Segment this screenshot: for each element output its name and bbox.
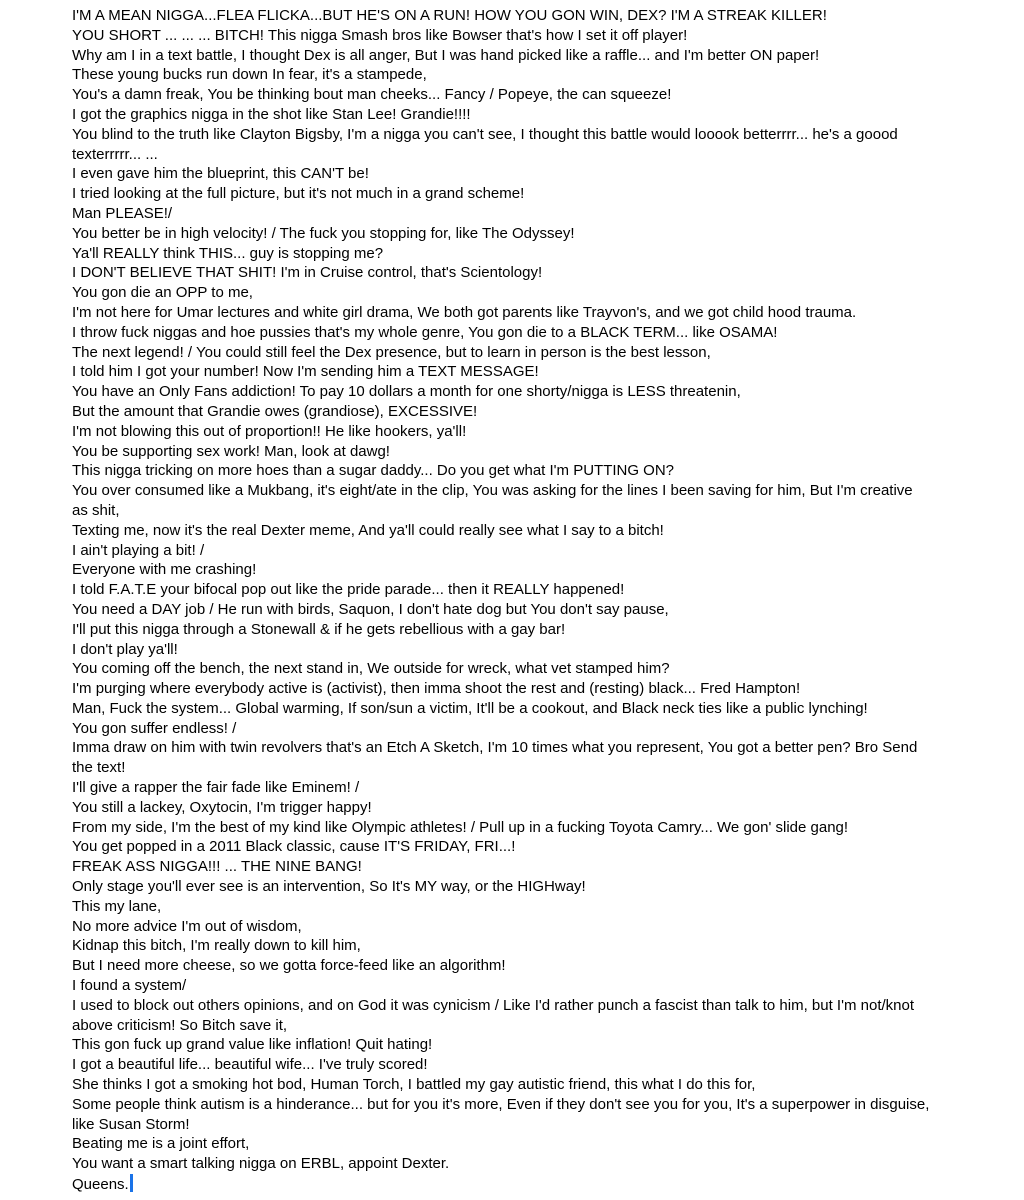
text-line: Texting me, now it's the real Dexter meme, And ya'll could really see what I say to a bitch! <box>72 521 664 539</box>
text-line: But I need more cheese, so we gotta force-feed like an algorithm! <box>72 957 506 975</box>
text-line: You blind to the truth like Clayton Bigsby, I'm a nigga you can't see, I thought this battle would looook betterrrr... he's a goood texterrrrr... ... <box>72 125 898 163</box>
text-line: I ain't playing a bit! / <box>72 541 205 559</box>
text-line: You's a damn freak, You be thinking bout man cheeks... Fancy / Popeye, the can squeeze! <box>72 86 672 104</box>
text-line: From my side, I'm the best of my kind like Olympic athletes! / Pull up in a fucking Toyota Camry... We gon' slide gang! <box>72 818 849 836</box>
text-line: YOU SHORT ... ... ... BITCH! This nigga Smash bros like Bowser that's how I set it off player! <box>72 26 688 44</box>
document-body[interactable] <box>72 6 932 1195</box>
text-line: The next legend! / You could still feel the Dex presence, but to learn in person is the best lesson, <box>72 343 711 361</box>
text-line: Man, Fuck the system... Global warming, If son/sun a victim, It'll be a cookout, and Black neck ties like a public lynching! <box>72 699 868 717</box>
text-line: Only stage you'll ever see is an intervention, So It's MY way, or the HIGHway! <box>72 878 586 896</box>
text-line: You gon die an OPP to me, <box>72 284 253 302</box>
text-line: No more advice I'm out of wisdom, <box>72 917 302 935</box>
text-line: Ya'll REALLY think THIS... guy is stopping me? <box>72 244 384 262</box>
text-line: You gon suffer endless! / <box>72 719 237 737</box>
text-line: She thinks I got a smoking hot bod, Human Torch, I battled my gay autistic friend, this what I do this for, <box>72 1076 756 1094</box>
text-line: I got the graphics nigga in the shot like Stan Lee! Grandie!!!! <box>72 105 471 123</box>
text-line: Everyone with me crashing! <box>72 561 257 579</box>
text-line: I DON'T BELIEVE THAT SHIT! I'm in Cruise control, that's Scientology! <box>72 264 543 282</box>
text-line: Man PLEASE!/ <box>72 204 173 222</box>
text-line: This my lane, <box>72 897 162 915</box>
text-line: Beating me is a joint effort, <box>72 1135 250 1153</box>
text-line: You over consumed like a Mukbang, it's eight/ate in the clip, You was asking for the lines I been saving for him, But I'm creative as shit, <box>72 482 913 519</box>
text-line: Imma draw on him with twin revolvers that's an Etch A Sketch, I'm 10 times what you represent, You got a better pen? Bro Send the text! <box>72 739 918 777</box>
text-cursor <box>130 1174 133 1192</box>
text-line: You better be in high velocity! / The fuck you stopping for, like The Odyssey! <box>72 224 575 242</box>
text-line: I used to block out others opinions, and on God it was cynicism / Like I'd rather punch a fascist than talk to him, but I'm not/knot above criticism! So Bitch save it, <box>72 996 914 1034</box>
text-line: I'm purging where everybody active is (activist), then imma shoot the rest and (resting) black... Fred Hampton! <box>72 680 801 698</box>
text-line: I tried looking at the full picture, but it's not much in a grand scheme! <box>72 185 525 203</box>
text-line: Why am I in a text battle, I thought Dex is all anger, But I was hand picked like a raffle... and I'm better ON paper! <box>72 46 820 64</box>
text-line: I'm not here for Umar lectures and white girl drama, We both got parents like Trayvon's, and we got child hood trauma. <box>72 303 857 321</box>
text-line: These young bucks run down In fear, it's a stampede, <box>72 66 427 84</box>
text-line: I told F.A.T.E your bifocal pop out like the pride parade... then it REALLY happened! <box>72 581 625 599</box>
text-line: I'm not blowing this out of proportion!! He like hookers, ya'll! <box>72 422 467 440</box>
text-line: You have an Only Fans addiction! To pay 10 dollars a month for one shorty/nigga is LESS threatenin, <box>72 383 741 401</box>
text-line: This nigga tricking on more hoes than a sugar daddy... Do you get what I'm PUTTING ON? <box>72 462 675 480</box>
text-line: I'll give a rapper the fair fade like Eminem! / <box>72 779 360 797</box>
text-line: FREAK ASS NIGGA!!! ... THE NINE BANG! <box>72 858 362 876</box>
text-line: You need a DAY job / He run with birds, Saquon, I don't hate dog but You don't say pause, <box>72 600 669 618</box>
text-line: You want a smart talking nigga on ERBL, appoint Dexter. <box>72 1155 450 1173</box>
text-line: Queens. <box>72 1174 932 1195</box>
text-line: I throw fuck niggas and hoe pussies that's my whole genre, You gon die to a BLACK TERM... like OSAMA! <box>72 323 778 341</box>
text-line: I found a system/ <box>72 977 187 995</box>
text-line: But the amount that Grandie owes (grandiose), EXCESSIVE! <box>72 402 478 420</box>
text-line: You get popped in a 2011 Black classic, cause IT'S FRIDAY, FRI...! <box>72 838 516 856</box>
text-line: I don't play ya'll! <box>72 640 178 658</box>
text-line: I'M A MEAN NIGGA...FLEA FLICKA...BUT HE'S ON A RUN! HOW YOU GON WIN, DEX? I'M A STREAK KILLER! <box>72 7 827 24</box>
text-line: You still a lackey, Oxytocin, I'm trigger happy! <box>72 798 372 816</box>
text-line: I told him I got your number! Now I'm sending him a TEXT MESSAGE! <box>72 363 539 381</box>
text-line: I got a beautiful life... beautiful wife... I've truly scored! <box>72 1056 428 1074</box>
text-line: Some people think autism is a hinderance... but for you it's more, Even if they don't see you for you, It's a superpower in disguise, like Susan Storm! <box>72 1095 930 1133</box>
text-line: This gon fuck up grand value like inflation! Quit hating! <box>72 1036 433 1054</box>
text-line: Kidnap this bitch, I'm really down to kill him, <box>72 937 361 955</box>
text-line: I even gave him the blueprint, this CAN'T be! <box>72 165 369 183</box>
text-line: You be supporting sex work! Man, look at dawg! <box>72 442 390 460</box>
text-line: I'll put this nigga through a Stonewall & if he gets rebellious with a gay bar! <box>72 620 566 638</box>
text-line: You coming off the bench, the next stand in, We outside for wreck, what vet stamped him? <box>72 660 670 678</box>
